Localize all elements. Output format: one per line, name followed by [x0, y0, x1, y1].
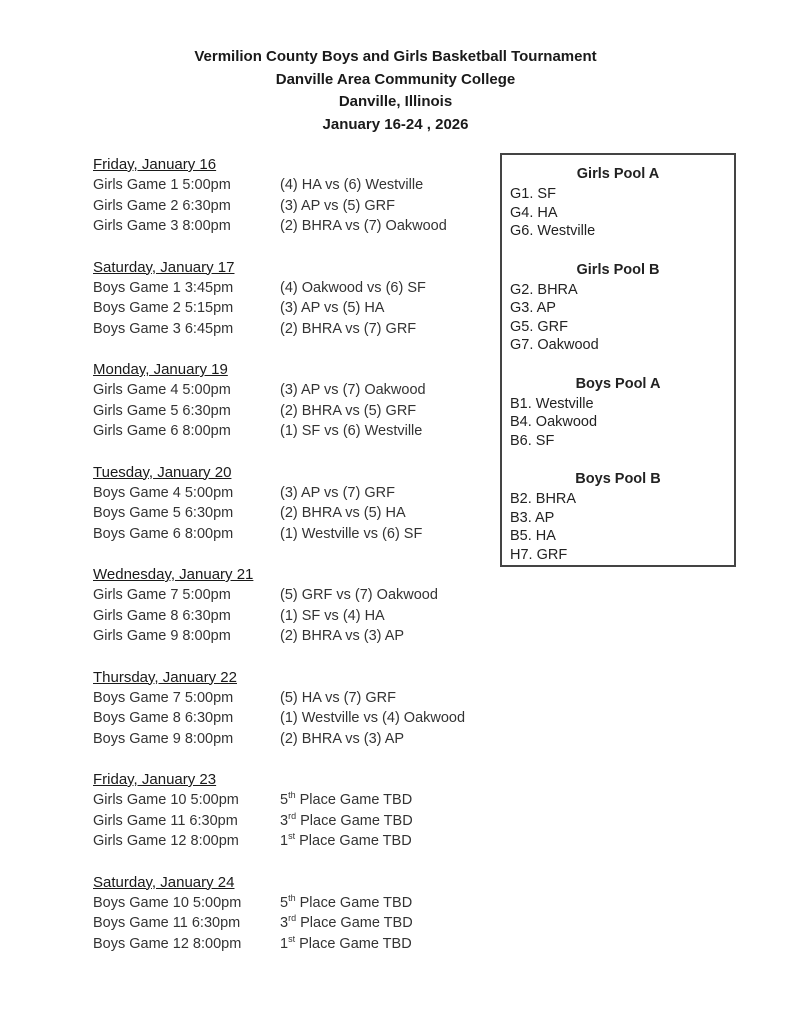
- game-label: Boys Game 1 3:45pm: [93, 279, 234, 296]
- game-label: Girls Game 7 5:00pm: [93, 587, 231, 603]
- pool-group: [510, 164, 726, 241]
- place-game-text: Place Game TBD: [295, 894, 413, 911]
- game-label: Boys Game 7 5:00pm: [93, 689, 234, 706]
- game-matchup: (2) BHRA vs (5) HA: [280, 505, 406, 521]
- game-matchup: (3) AP vs (7) GRF: [280, 484, 395, 501]
- game-label: Girls Game 5 6:30pm: [93, 402, 231, 419]
- game-row: [93, 196, 493, 217]
- pool-team: B5. HA: [510, 528, 556, 544]
- pool-team: B6. SF: [510, 432, 555, 449]
- pool-team: G1. SF: [510, 186, 556, 202]
- game-row: [93, 524, 493, 545]
- day-heading: Friday, January 16: [93, 156, 217, 173]
- game-row: [93, 278, 493, 299]
- pool-team: B3. AP: [510, 509, 555, 526]
- game-matchup: (5) GRF vs (7) Oakwood: [280, 587, 438, 603]
- game-matchup: (3) AP vs (5) HA: [280, 300, 385, 316]
- game-schedule: [93, 155, 493, 975]
- game-label: Girls Game 8 6:30pm: [93, 607, 231, 624]
- game-row: [93, 483, 493, 504]
- game-matchup: (2) BHRA vs (3) AP: [280, 730, 405, 747]
- game-row: [93, 811, 493, 832]
- day-heading: Tuesday, January 20: [93, 463, 232, 481]
- pool-team: G5. GRF: [510, 318, 569, 335]
- game-row: [93, 934, 493, 955]
- place-suffix: st: [288, 831, 296, 842]
- game-matchup: [280, 913, 413, 934]
- schedule-day: [93, 565, 493, 647]
- pool-title: Boys Pool A: [575, 375, 661, 392]
- game-matchup: (1) Westville vs (4) Oakwood: [280, 710, 466, 726]
- pool-title: Girls Pool A: [576, 166, 660, 182]
- game-matchup: (1) SF vs (6) Westville: [280, 423, 423, 439]
- game-row: [93, 831, 493, 852]
- place-game-text: Place Game TBD: [295, 792, 413, 808]
- place-game-text: Place Game TBD: [296, 812, 413, 829]
- pools-box: [500, 153, 736, 567]
- pool-team: G7. Oakwood: [510, 337, 599, 353]
- game-row: [93, 421, 493, 442]
- game-matchup: (2) BHRA vs (5) GRF: [280, 402, 417, 419]
- game-label: Girls Game 3 8:00pm: [93, 218, 231, 234]
- place-suffix: rd: [288, 913, 297, 924]
- game-row: [93, 913, 493, 934]
- game-row: [93, 216, 493, 237]
- schedule-day: [93, 360, 493, 442]
- game-label: Girls Game 9 8:00pm: [93, 628, 231, 644]
- schedule-day: [93, 668, 493, 750]
- game-matchup: (2) BHRA vs (7) Oakwood: [280, 218, 447, 234]
- venue-name: Danville Area Community College: [275, 70, 516, 88]
- game-label: Boys Game 11 6:30pm: [93, 915, 241, 931]
- pool-title: Girls Pool B: [576, 261, 660, 278]
- place-number: 5: [280, 792, 289, 808]
- game-row: [93, 893, 493, 914]
- pool-team: G4. HA: [510, 204, 558, 221]
- place-game-text: Place Game TBD: [295, 833, 412, 849]
- pool-group: [510, 260, 726, 355]
- tournament-title: Vermilion County Boys and Girls Basketball Tournament: [194, 48, 597, 65]
- game-label: Boys Game 2 5:15pm: [93, 300, 234, 316]
- schedule-day: [93, 258, 493, 340]
- schedule-day: [93, 463, 493, 545]
- game-row: [93, 626, 493, 647]
- game-label: Boys Game 5 6:30pm: [93, 505, 234, 521]
- game-matchup: [280, 893, 412, 914]
- pool-team: B4. Oakwood: [510, 414, 598, 430]
- game-row: [93, 298, 493, 319]
- game-label: Boys Game 3 6:45pm: [93, 320, 234, 337]
- game-matchup: [280, 811, 413, 832]
- day-heading: Monday, January 19: [93, 361, 228, 378]
- place-number: 3: [280, 915, 289, 931]
- game-row: [93, 729, 493, 750]
- place-number: 3: [280, 812, 289, 829]
- place-game-text: Place Game TBD: [296, 915, 413, 931]
- game-matchup: [280, 790, 412, 811]
- day-heading: Saturday, January 24: [93, 873, 235, 891]
- game-label: Girls Game 10 5:00pm: [93, 792, 239, 808]
- game-matchup: (4) Oakwood vs (6) SF: [280, 279, 426, 296]
- place-number: 1: [280, 935, 289, 952]
- place-game-text: Place Game TBD: [295, 935, 412, 952]
- schedule-day: [93, 770, 493, 852]
- game-row: [93, 380, 493, 401]
- place-suffix: rd: [288, 810, 297, 821]
- place-suffix: st: [288, 933, 296, 944]
- game-label: Girls Game 12 8:00pm: [93, 833, 239, 849]
- game-label: Boys Game 8 6:30pm: [93, 710, 234, 726]
- game-label: Girls Game 1 5:00pm: [93, 177, 231, 193]
- game-row: [93, 688, 493, 709]
- game-label: Girls Game 6 8:00pm: [93, 423, 231, 439]
- game-matchup: [280, 934, 412, 955]
- game-row: [93, 319, 493, 340]
- place-number: 1: [280, 833, 289, 849]
- pool-title: Boys Pool B: [575, 471, 661, 487]
- day-heading: Friday, January 23: [93, 771, 217, 788]
- game-label: Girls Game 2 6:30pm: [93, 197, 231, 214]
- pool-team: B1. Westville: [510, 395, 594, 412]
- game-matchup: (3) AP vs (5) GRF: [280, 197, 395, 214]
- game-matchup: [280, 831, 412, 852]
- game-label: Boys Game 4 5:00pm: [93, 484, 234, 501]
- schedule-day: [93, 873, 493, 955]
- document-header: [0, 46, 791, 136]
- place-suffix: th: [288, 790, 296, 801]
- pool-team: H7. GRF: [510, 546, 568, 563]
- game-row: [93, 708, 493, 729]
- game-matchup: (5) HA vs (7) GRF: [280, 689, 397, 706]
- game-matchup: (2) BHRA vs (7) GRF: [280, 320, 417, 337]
- game-matchup: (1) Westville vs (6) SF: [280, 525, 423, 542]
- pool-team: G2. BHRA: [510, 281, 578, 298]
- place-suffix: th: [288, 892, 296, 903]
- game-label: Boys Game 12 8:00pm: [93, 935, 242, 952]
- pool-team: G3. AP: [510, 300, 556, 316]
- game-label: Boys Game 10 5:00pm: [93, 894, 242, 911]
- game-row: [93, 585, 493, 606]
- place-number: 5: [280, 894, 289, 911]
- pool-group: [510, 469, 726, 564]
- pool-group: [510, 374, 726, 451]
- day-heading: Saturday, January 17: [93, 258, 235, 276]
- pool-team: G6. Westville: [510, 223, 596, 239]
- game-label: Boys Game 9 8:00pm: [93, 730, 234, 747]
- game-row: [93, 503, 493, 524]
- game-matchup: (4) HA vs (6) Westville: [280, 177, 424, 193]
- day-heading: Wednesday, January 21: [93, 566, 254, 583]
- game-label: Boys Game 6 8:00pm: [93, 525, 234, 542]
- game-label: Girls Game 11 6:30pm: [93, 812, 238, 829]
- game-matchup: (1) SF vs (4) HA: [280, 607, 385, 624]
- game-row: [93, 606, 493, 627]
- game-label: Girls Game 4 5:00pm: [93, 382, 231, 398]
- game-matchup: (3) AP vs (7) Oakwood: [280, 382, 426, 398]
- game-row: [93, 175, 493, 196]
- venue-city: Danville, Illinois: [338, 93, 453, 110]
- tournament-dates: January 16-24 , 2026: [322, 115, 469, 133]
- game-matchup: (2) BHRA vs (3) AP: [280, 628, 405, 644]
- day-heading: Thursday, January 22: [93, 668, 237, 686]
- schedule-day: [93, 155, 493, 237]
- pool-team: B2. BHRA: [510, 491, 577, 507]
- game-row: [93, 401, 493, 422]
- game-row: [93, 790, 493, 811]
